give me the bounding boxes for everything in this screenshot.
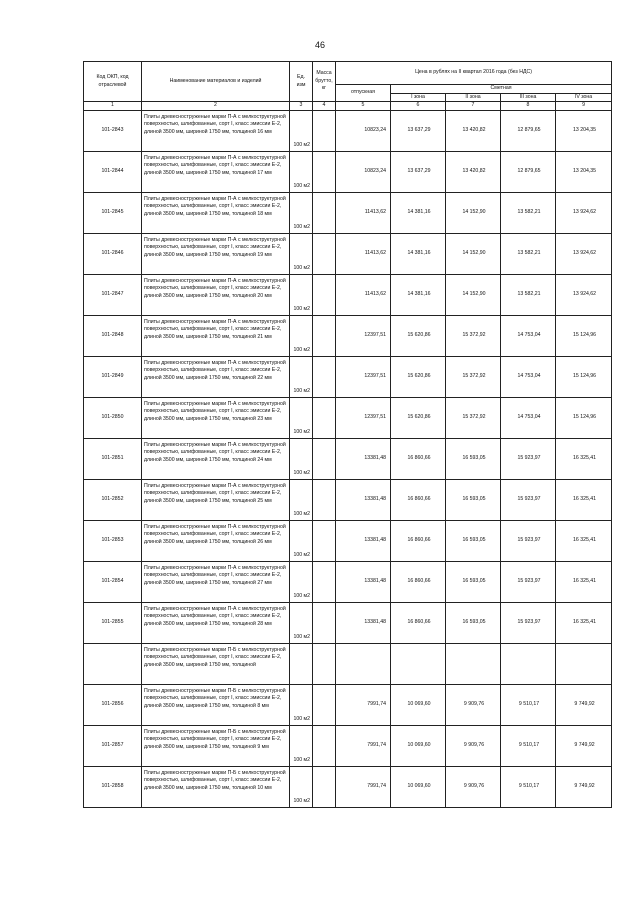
cell-zone-3-price: 14 753,04 [501, 315, 556, 356]
cell-zone-3-price: 15 923,97 [501, 602, 556, 643]
column-number: 9 [556, 102, 612, 111]
cell-name: Плиты древесноструженые марки П-А с мелкоструктурной поверхностью, шлифованные, сорт I, класс эмиссии Е-2, длиной 3500 мм, шириной 1750 мм, толщиной 24 мм [142, 438, 290, 479]
table-row [84, 725, 612, 766]
cell-mass [313, 520, 336, 561]
cell-zone-3-price: 9 510,17 [501, 725, 556, 766]
cell-code [84, 643, 142, 684]
cell-name: Плиты древесноструженые марки П-А с мелкоструктурной поверхностью, шлифованные, сорт I, класс эмиссии Е-2, длиной 3500 мм, шириной 1750 мм, толщиной 26 мм [142, 520, 290, 561]
cell-release-price: 13381,48 [336, 561, 391, 602]
header-estimated: Сметная [391, 85, 612, 94]
cell-zone-3-price: 12 879,65 [501, 110, 556, 151]
cell-code: 101-2848 [84, 315, 142, 356]
cell-code: 101-2853 [84, 520, 142, 561]
cell-zone-2-price [446, 643, 501, 684]
cell-zone-1-price: 15 620,86 [391, 315, 446, 356]
column-number: 6 [391, 102, 446, 111]
cell-zone-3-price: 9 510,17 [501, 684, 556, 725]
cell-code: 101-2846 [84, 233, 142, 274]
cell-zone-3-price: 15 923,97 [501, 479, 556, 520]
cell-zone-2-price: 9 909,76 [446, 684, 501, 725]
cell-unit: 100 м2 [290, 315, 313, 356]
cell-name: Плиты древесноструженые марки П-А с мелкоструктурной поверхностью, шлифованные, сорт I, класс эмиссии Е-2, длиной 3500 мм, шириной 1750 мм, толщиной 21 мм [142, 315, 290, 356]
cell-release-price: 10823,24 [336, 151, 391, 192]
cell-zone-3-price: 15 923,97 [501, 438, 556, 479]
price-table [83, 61, 612, 808]
table-row [84, 274, 612, 315]
cell-zone-4-price: 16 325,41 [556, 520, 612, 561]
cell-name: Плиты древесноструженые марки П-А с мелкоструктурной поверхностью, шлифованные, сорт I, класс эмиссии Е-2, длиной 3500 мм, шириной 1750 мм, толщиной 18 мм [142, 192, 290, 233]
table-row [84, 684, 612, 725]
page-number: 46 [314, 40, 325, 50]
cell-release-price: 13381,48 [336, 438, 391, 479]
cell-mass [313, 192, 336, 233]
table-row [84, 192, 612, 233]
cell-zone-4-price: 9 749,92 [556, 725, 612, 766]
cell-zone-2-price: 13 420,82 [446, 151, 501, 192]
cell-zone-4-price: 16 325,41 [556, 561, 612, 602]
header-name: Наименование материалов и изделий [142, 62, 290, 102]
column-number: 1 [84, 102, 142, 111]
cell-code: 101-2854 [84, 561, 142, 602]
cell-zone-4-price: 13 204,35 [556, 110, 612, 151]
cell-zone-2-price: 15 372,92 [446, 397, 501, 438]
header-unit: Ед. изм [290, 62, 313, 102]
cell-mass [313, 643, 336, 684]
cell-code: 101-2849 [84, 356, 142, 397]
cell-release-price: 11413,62 [336, 192, 391, 233]
cell-unit: 100 м2 [290, 766, 313, 807]
table-row [84, 602, 612, 643]
cell-zone-1-price: 16 860,66 [391, 602, 446, 643]
cell-mass [313, 233, 336, 274]
table-row [84, 356, 612, 397]
cell-zone-3-price: 14 753,04 [501, 397, 556, 438]
cell-zone-1-price: 16 860,66 [391, 561, 446, 602]
cell-zone-4-price: 13 924,62 [556, 274, 612, 315]
cell-zone-1-price: 15 620,86 [391, 397, 446, 438]
column-number: 8 [501, 102, 556, 111]
cell-code: 101-2850 [84, 397, 142, 438]
cell-name: Плиты древесноструженые марки П-А с мелкоструктурной поверхностью, шлифованные, сорт I, класс эмиссии Е-2, длиной 3500 мм, шириной 1750 мм, толщиной 22 мм [142, 356, 290, 397]
cell-zone-4-price: 15 124,96 [556, 356, 612, 397]
cell-zone-1-price: 16 860,66 [391, 438, 446, 479]
column-number: 7 [446, 102, 501, 111]
cell-zone-2-price: 9 909,76 [446, 725, 501, 766]
cell-mass [313, 315, 336, 356]
cell-zone-4-price: 13 924,62 [556, 192, 612, 233]
cell-zone-2-price: 14 152,90 [446, 233, 501, 274]
cell-zone-4-price: 16 325,41 [556, 479, 612, 520]
cell-zone-1-price: 16 860,66 [391, 520, 446, 561]
cell-mass [313, 438, 336, 479]
cell-release-price: 7991,74 [336, 684, 391, 725]
table-row [84, 561, 612, 602]
cell-zone-2-price: 15 372,92 [446, 356, 501, 397]
cell-unit: 100 м2 [290, 233, 313, 274]
column-number: 3 [290, 102, 313, 111]
table-row [84, 643, 612, 684]
cell-unit: 100 м2 [290, 602, 313, 643]
cell-unit: 100 м2 [290, 684, 313, 725]
cell-unit: 100 м2 [290, 110, 313, 151]
cell-zone-1-price: 10 069,60 [391, 766, 446, 807]
header-mass: Масса брутто, кг [313, 62, 336, 102]
column-number: 4 [313, 102, 336, 111]
cell-name: Плиты древесноструженые марки П-А с мелкоструктурной поверхностью, шлифованные, сорт I, класс эмиссии Е-2, длиной 3500 мм, шириной 1750 мм, толщиной 25 мм [142, 479, 290, 520]
table-row [84, 520, 612, 561]
cell-zone-1-price: 13 637,29 [391, 110, 446, 151]
cell-name: Плиты древесноструженые марки П-А с мелкоструктурной поверхностью, шлифованные, сорт I, класс эмиссии Е-2, длиной 3500 мм, шириной 1750 мм, толщиной 20 мм [142, 274, 290, 315]
table-row [84, 151, 612, 192]
cell-zone-2-price: 16 593,05 [446, 520, 501, 561]
cell-release-price: 12397,51 [336, 397, 391, 438]
cell-zone-1-price: 10 069,60 [391, 684, 446, 725]
cell-zone-3-price: 13 582,21 [501, 192, 556, 233]
cell-code: 101-2857 [84, 725, 142, 766]
cell-mass [313, 397, 336, 438]
cell-zone-3-price: 13 582,21 [501, 274, 556, 315]
header-zone-4: IV зона [556, 93, 612, 102]
column-number-row [84, 102, 612, 111]
cell-name: Плиты древесноструженые марки П-А с мелкоструктурной поверхностью, шлифованные, сорт I, класс эмиссии Е-2, длиной 3500 мм, шириной 1750 мм, толщиной 17 мм [142, 151, 290, 192]
cell-zone-1-price: 16 860,66 [391, 479, 446, 520]
cell-zone-4-price: 15 124,96 [556, 397, 612, 438]
cell-code: 101-2843 [84, 110, 142, 151]
cell-mass [313, 356, 336, 397]
cell-mass [313, 151, 336, 192]
cell-zone-2-price: 14 152,90 [446, 192, 501, 233]
cell-unit: 100 м2 [290, 479, 313, 520]
cell-mass [313, 479, 336, 520]
cell-unit: 100 м2 [290, 520, 313, 561]
table-row [84, 479, 612, 520]
header-zone-3: III зона [501, 93, 556, 102]
cell-zone-2-price: 16 593,05 [446, 479, 501, 520]
header-release: отпускная [336, 85, 391, 102]
cell-mass [313, 274, 336, 315]
cell-zone-2-price: 16 593,05 [446, 438, 501, 479]
table-row [84, 315, 612, 356]
cell-release-price: 12397,51 [336, 356, 391, 397]
cell-unit: 100 м2 [290, 192, 313, 233]
cell-release-price: 12397,51 [336, 315, 391, 356]
header-price-group: Цена в рублях на II квартал 2016 года (без НДС) [336, 62, 612, 85]
cell-unit: 100 м2 [290, 356, 313, 397]
cell-release-price: 13381,48 [336, 602, 391, 643]
cell-mass [313, 110, 336, 151]
cell-zone-4-price: 13 204,35 [556, 151, 612, 192]
cell-code: 101-2844 [84, 151, 142, 192]
column-number: 5 [336, 102, 391, 111]
header-zone-2: II зона [446, 93, 501, 102]
cell-code: 101-2852 [84, 479, 142, 520]
cell-name: Плиты древесноструженые марки П-А с мелкоструктурной поверхностью, шлифованные, сорт I, класс эмиссии Е-2, длиной 3500 мм, шириной 1750 мм, толщиной 19 мм [142, 233, 290, 274]
cell-zone-4-price: 9 749,92 [556, 766, 612, 807]
cell-code: 101-2847 [84, 274, 142, 315]
cell-unit [290, 643, 313, 684]
cell-zone-3-price: 15 923,97 [501, 561, 556, 602]
header-code: Код ОКП, код отраслевой [84, 62, 142, 102]
cell-name: Плиты древесноструженые марки П-А с мелкоструктурной поверхностью, шлифованные, сорт I, класс эмиссии Е-2, длиной 3500 мм, шириной 1750 мм, толщиной 28 мм [142, 602, 290, 643]
cell-release-price: 13381,48 [336, 520, 391, 561]
column-number: 2 [142, 102, 290, 111]
table-row [84, 766, 612, 807]
cell-release-price: 13381,48 [336, 479, 391, 520]
cell-mass [313, 766, 336, 807]
cell-zone-3-price: 9 510,17 [501, 766, 556, 807]
cell-zone-3-price: 13 582,21 [501, 233, 556, 274]
cell-zone-1-price: 13 637,29 [391, 151, 446, 192]
cell-mass [313, 602, 336, 643]
cell-zone-4-price: 16 325,41 [556, 438, 612, 479]
cell-unit: 100 м2 [290, 438, 313, 479]
cell-zone-3-price: 12 879,65 [501, 151, 556, 192]
table-row [84, 233, 612, 274]
cell-name: Плиты древесноструженые марки П-А с мелкоструктурной поверхностью, шлифованные, сорт I, класс эмиссии Е-2, длиной 3500 мм, шириной 1750 мм, толщиной 27 мм [142, 561, 290, 602]
cell-code: 101-2855 [84, 602, 142, 643]
cell-name: Плиты древесноструженые марки П-Б с мелкоструктурной поверхностью, шлифованные, сорт I, класс эмиссии Е-2, длиной 3500 мм, шириной 1750 мм, толщиной 9 мм [142, 725, 290, 766]
cell-zone-1-price [391, 643, 446, 684]
cell-release-price: 10823,24 [336, 110, 391, 151]
cell-release-price: 7991,74 [336, 766, 391, 807]
cell-zone-2-price: 15 372,92 [446, 315, 501, 356]
cell-zone-1-price: 14 381,16 [391, 274, 446, 315]
cell-unit: 100 м2 [290, 397, 313, 438]
cell-zone-4-price: 9 749,92 [556, 684, 612, 725]
cell-zone-3-price: 14 753,04 [501, 356, 556, 397]
cell-code: 101-2856 [84, 684, 142, 725]
cell-code: 101-2845 [84, 192, 142, 233]
cell-release-price [336, 643, 391, 684]
cell-release-price: 11413,62 [336, 274, 391, 315]
cell-zone-4-price: 15 124,96 [556, 315, 612, 356]
cell-name: Плиты древесноструженые марки П-Б с мелкоструктурной поверхностью, шлифованные, сорт I, класс эмиссии Е-2, длиной 3500 мм, шириной 1750 мм, толщиной 8 мм [142, 684, 290, 725]
cell-name: Плиты древесноструженые марки П-Б с мелкоструктурной поверхностью, шлифованные, сорт I, класс эмиссии Е-2, длиной 3500 мм, шириной 1750 мм, толщиной [142, 643, 290, 684]
cell-zone-4-price [556, 643, 612, 684]
cell-zone-2-price: 16 593,05 [446, 602, 501, 643]
cell-name: Плиты древесноструженые марки П-Б с мелкоструктурной поверхностью, шлифованные, сорт I, класс эмиссии Е-2, длиной 3500 мм, шириной 1750 мм, толщиной 10 мм [142, 766, 290, 807]
cell-code: 101-2858 [84, 766, 142, 807]
cell-mass [313, 561, 336, 602]
cell-unit: 100 м2 [290, 274, 313, 315]
cell-release-price: 11413,62 [336, 233, 391, 274]
cell-mass [313, 725, 336, 766]
cell-zone-4-price: 13 924,62 [556, 233, 612, 274]
cell-unit: 100 м2 [290, 725, 313, 766]
table-body [84, 110, 612, 807]
header-zone-1: I зона [391, 93, 446, 102]
cell-mass [313, 684, 336, 725]
cell-zone-1-price: 15 620,86 [391, 356, 446, 397]
cell-release-price: 7991,74 [336, 725, 391, 766]
cell-zone-2-price: 16 593,05 [446, 561, 501, 602]
cell-zone-4-price: 16 325,41 [556, 602, 612, 643]
cell-zone-1-price: 14 381,16 [391, 233, 446, 274]
cell-name: Плиты древесноструженые марки П-А с мелкоструктурной поверхностью, шлифованные, сорт I, класс эмиссии Е-2, длиной 3500 мм, шириной 1750 мм, толщиной 23 мм [142, 397, 290, 438]
cell-zone-1-price: 10 069,60 [391, 725, 446, 766]
cell-zone-3-price: 15 923,97 [501, 520, 556, 561]
table-row [84, 110, 612, 151]
cell-zone-2-price: 14 152,90 [446, 274, 501, 315]
cell-zone-1-price: 14 381,16 [391, 192, 446, 233]
cell-unit: 100 м2 [290, 151, 313, 192]
cell-zone-3-price [501, 643, 556, 684]
cell-name: Плиты древесноструженые марки П-А с мелкоструктурной поверхностью, шлифованные, сорт I, класс эмиссии Е-2, длиной 3500 мм, шириной 1750 мм, толщиной 16 мм [142, 110, 290, 151]
cell-zone-2-price: 13 420,82 [446, 110, 501, 151]
table-row [84, 397, 612, 438]
cell-zone-2-price: 9 909,76 [446, 766, 501, 807]
cell-code: 101-2851 [84, 438, 142, 479]
cell-unit: 100 м2 [290, 561, 313, 602]
table-row [84, 438, 612, 479]
